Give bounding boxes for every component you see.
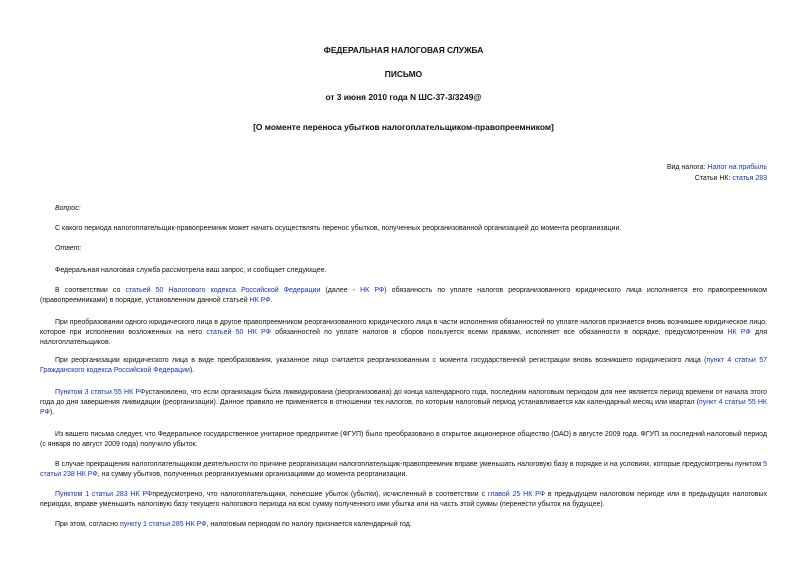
tax-articles-link[interactable]: статья 283 bbox=[732, 175, 767, 182]
link-article-238[interactable]: 5 статьи 238 НК РФ bbox=[40, 461, 767, 479]
link-article-55-p4[interactable]: пункт 4 статьи 55 НК РФ bbox=[40, 399, 767, 417]
tax-articles-line bbox=[695, 173, 767, 184]
tax-articles-label: Статьи НК: bbox=[694, 175, 733, 182]
link-chapter-25[interactable]: главой 25 НК РФ bbox=[487, 491, 546, 498]
tax-type-line bbox=[667, 162, 767, 173]
link-nk-rf[interactable]: НК РФ bbox=[360, 287, 385, 294]
answer-label: Ответ: bbox=[55, 245, 82, 252]
link-article-285[interactable]: пункту 1 статьи 285 НК РФ bbox=[119, 521, 207, 528]
link-article-50-nk[interactable]: статьей 50 Налогового кодекса Российской Федерации bbox=[125, 287, 321, 294]
agency-title: ФЕДЕРАЛЬНАЯ НАЛОГОВАЯ СЛУЖБА bbox=[323, 45, 484, 55]
link-article-283[interactable]: Пунктом 1 статьи 283 НК РФ bbox=[55, 491, 153, 498]
link-civil-code-57[interactable]: пункт 4 статьи 57 Гражданского кодекса Российской Федерации bbox=[40, 357, 767, 375]
document-subject: [О моменте переноса убытков налогоплательщиком-правопреемником] bbox=[253, 122, 554, 132]
paragraph-fgup: Из вашего письма следует, что Федеральное государственное унитарное предприятие (ФГУП) было преобразовано в открытое акционерное общество (ОАО) в августе 2009 года. ФГУП за последний налоговый период (с января по август 2009 года) получило убыток. bbox=[40, 431, 767, 449]
link-nk-rf[interactable]: НК РФ bbox=[727, 329, 751, 337]
document-date-number: от 3 июня 2010 года N ШС-37-3/3249@ bbox=[325, 92, 482, 102]
link-article-50-nk[interactable]: статьей 50 НК РФ bbox=[206, 329, 271, 337]
tax-type-link[interactable]: Налог на прибыль bbox=[707, 164, 767, 171]
tax-type-label: Вид налога: bbox=[666, 164, 708, 171]
document-type: ПИСЬМО bbox=[384, 69, 423, 79]
paragraph-article-50: В соответствии со статьей 50 Налогового кодекса Российской Федерации (далее - НК РФ) обязанность по уплате налогов реорганизованного юридического лица исполняется его правопреемником (правопреемниками) в порядке, установленном данной статьей НК РФ. bbox=[40, 287, 767, 305]
paragraph-tax-period: При этом, согласно пункту 1 статьи 285 НК РФ, налоговым периодом по налогу признается календарный год. bbox=[55, 521, 412, 528]
paragraph-reorganization: При реорганизации юридического лица в виде преобразования, указанное лицо считается реорганизованным с момента государственной регистрации вновь возникшего юридического лица (пункт 4 статьи 57 Гражданского кодекса Российской Федерации). bbox=[40, 357, 767, 375]
paragraph-transformation: При преобразовании одного юридического лица в другое правопреемником реорганизованного юридического лица в части исполнения обязанностей по уплате налогов признается вновь возникшее юридическое лицо, которое при исполнении возложенных на него статьей 50 НК РФ обязанностей по уплате налогов и сборов пользуется всеми правами, исполняет все обязанности в порядке, предусмотренном НК РФ для налогоплательщиков. bbox=[40, 319, 767, 347]
paragraph-termination: В случае прекращения налогоплательщиком деятельности по причине реорганизации налогоплательщик-правопреемник вправе уменьшать налоговую базу в порядке и на условиях, которые предусмотрены пунктом 5 статьи 238 НК РФ, на сумму убытков, полученных реорганизуемыми организациями до момента реорганизации. bbox=[40, 461, 767, 479]
paragraph-intro: Федеральная налоговая служба рассмотрела ваш запрос, и сообщает следующее. bbox=[55, 267, 327, 274]
paragraph-article-283: Пунктом 1 статьи 283 НК РФпредусмотрено, что налогоплательщики, понесшие убыток (убытки), исчисленный в соответствии с главой 25 НК РФ в предыдущем налоговом периоде или в предыдущих налоговых периодах, вправе уменьшить налоговую базу текущего налогового периода на всю сумму полученного ими убытка или на часть этой суммы (перенести убыток на будущее). bbox=[40, 491, 768, 509]
question-text: С какого периода налогоплательщик-правопреемник может начать осуществлять перенос убытков, полученных реорганизованной организацией до момента реорганизации. bbox=[55, 225, 622, 232]
link-nk-rf[interactable]: НК РФ bbox=[249, 297, 271, 305]
link-article-55-p3[interactable]: Пунктом 3 статьи 55 НК РФ bbox=[55, 389, 146, 396]
question-label: Вопрос: bbox=[55, 205, 81, 212]
paragraph-article-55: Пунктом 3 статьи 55 НК РФустановлено, что если организация была ликвидирована (реорганизована) до конца календарного года, последним налоговым периодом для нее является период времени от начала этого года до дня завершения ликвидации (реорганизации). Данное правило не применяется в отношении тех налогов, по которым налоговый период устанавливается как календарный месяц или квартал (пункт 4 статьи 55 НК РФ). bbox=[40, 389, 767, 417]
